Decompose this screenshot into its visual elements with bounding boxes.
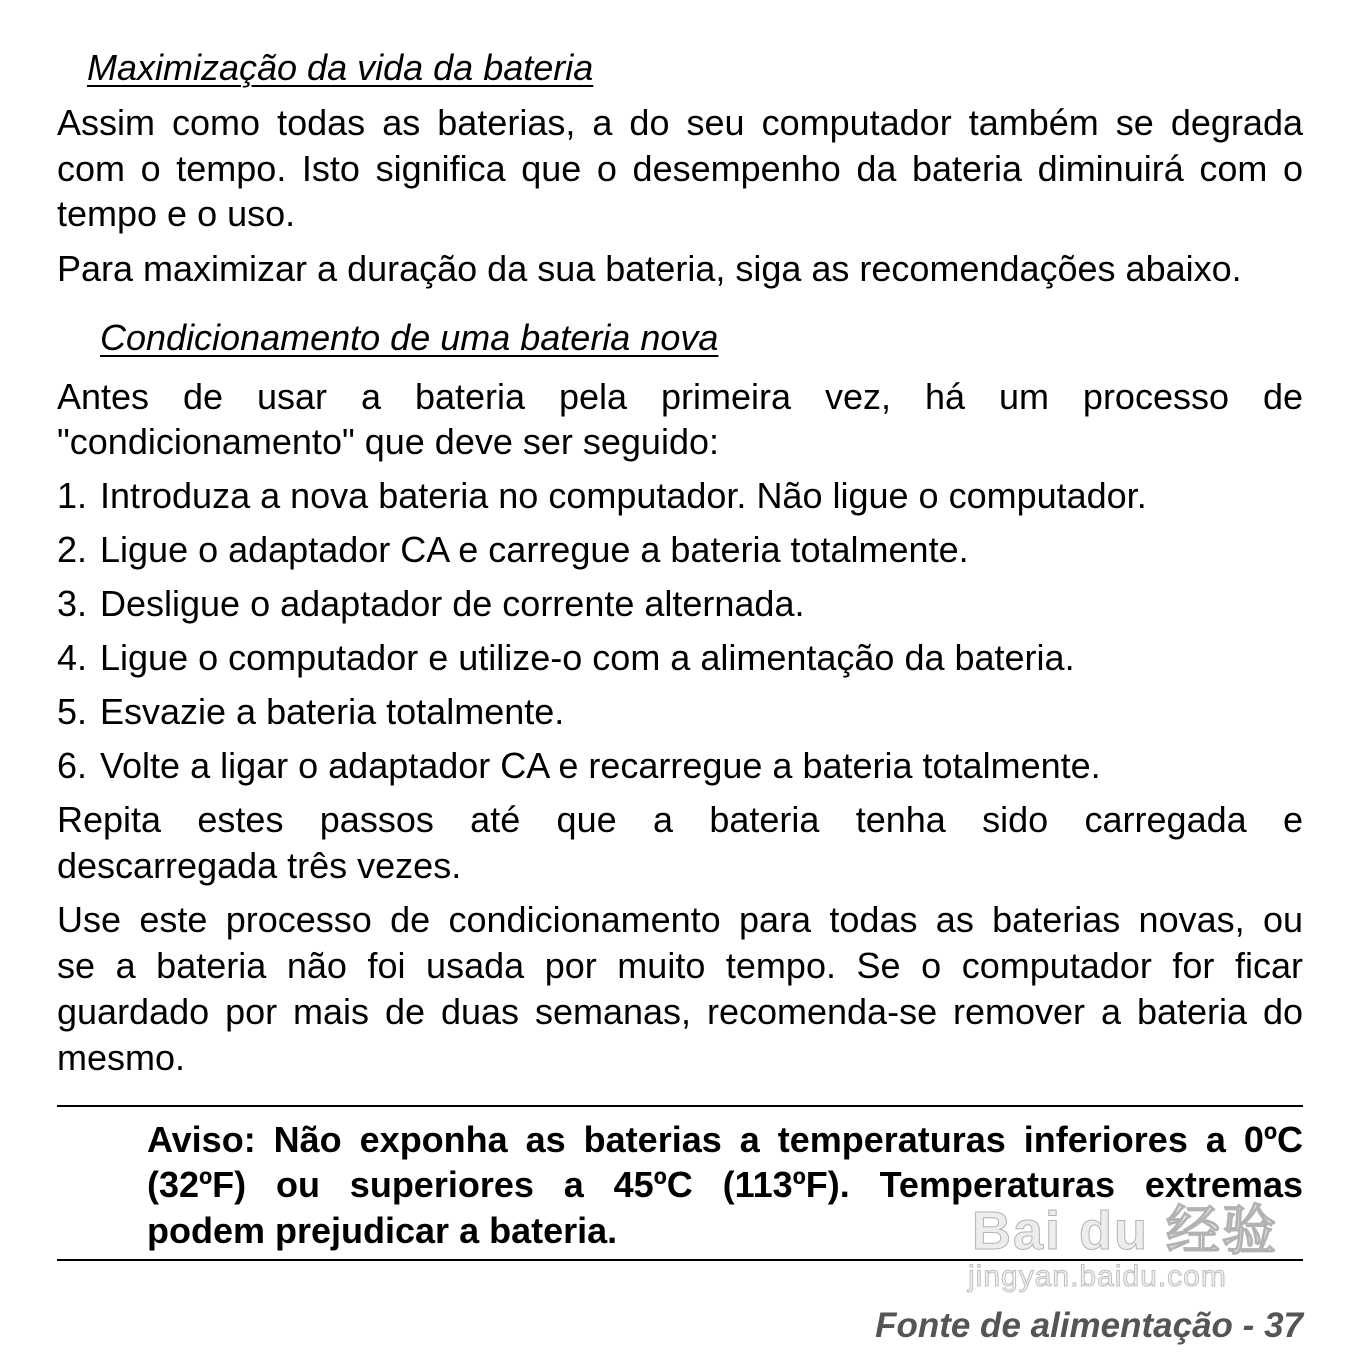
list-item [57,744,1303,788]
paragraph-line: "condicionamento" que deve ser seguido: [57,421,719,462]
paragraph-line: Use este processo de condicionamento para todas as baterias novas, ou [57,899,1303,940]
warning-top-rule [57,1105,1303,1107]
list-text: Desligue o adaptador de corrente alternada. [100,583,805,624]
list-number: 6. [57,745,88,786]
paragraph-line: com o tempo. Isto significa que o desempenho da bateria diminuirá com o [57,148,1303,189]
paragraph-line: Para maximizar a duração da sua bateria, siga as recomendações abaixo. [57,248,1242,289]
list-text: Introduza a nova bateria no computador. Não ligue o computador. [100,475,1147,516]
paragraph-line: mesmo. [57,1037,186,1078]
list-number: 5. [57,691,88,732]
paragraph-line: descarregada três vezes. [57,845,462,886]
watermark-logo-text: Bai du 经验 [972,1201,1279,1261]
warning-text-line: Aviso: Não exponha as baterias a temperaturas inferiores a 0ºC [147,1119,1303,1160]
warning-text-line: podem prejudicar a bateria. [147,1210,618,1251]
paragraph-line: guardado por mais de duas semanas, recomenda-se remover a bateria do [57,991,1303,1032]
paragraph-line: se a bateria não foi usada por muito tempo. Se o computador for ficar [57,945,1303,986]
paragraph-line: Repita estes passos até que a bateria tenha sido carregada e [57,799,1303,840]
paragraph-line: Antes de usar a bateria pela primeira vez, há um processo de [57,376,1303,417]
list-text: Ligue o computador e utilize-o com a alimentação da bateria. [100,637,1075,678]
footer-section-name: Fonte de alimentação - [875,1306,1255,1345]
list-number: 3. [57,583,88,624]
list-text: Volte a ligar o adaptador CA e recarregue a bateria totalmente. [100,745,1101,786]
list-number: 4. [57,637,88,678]
paragraph-line: Assim como todas as baterias, a do seu computador também se degrada [57,102,1303,143]
list-item [57,474,1303,518]
list-text: Esvazie a bateria totalmente. [100,691,565,732]
section-heading-conditioning: Condicionamento de uma bateria nova [100,317,719,358]
list-item [57,582,1303,626]
warning-text-line: (32ºF) ou superiores a 45ºC (113ºF). Temperaturas extremas [147,1164,1303,1205]
footer-page-number: 37 [1264,1306,1303,1345]
list-item [57,690,1303,734]
list-item [57,528,1303,572]
list-number: 1. [57,475,88,516]
watermark-url: jingyan.baidu.com [968,1260,1227,1293]
warning-bottom-rule [57,1259,1303,1261]
list-number: 2. [57,529,88,570]
section-heading-battery-life: Maximização da vida da bateria [87,47,594,88]
page-footer [875,1306,1303,1346]
list-text: Ligue o adaptador CA e carregue a bateria totalmente. [100,529,969,570]
paragraph-line: tempo e o uso. [57,193,296,234]
list-item [57,636,1303,680]
